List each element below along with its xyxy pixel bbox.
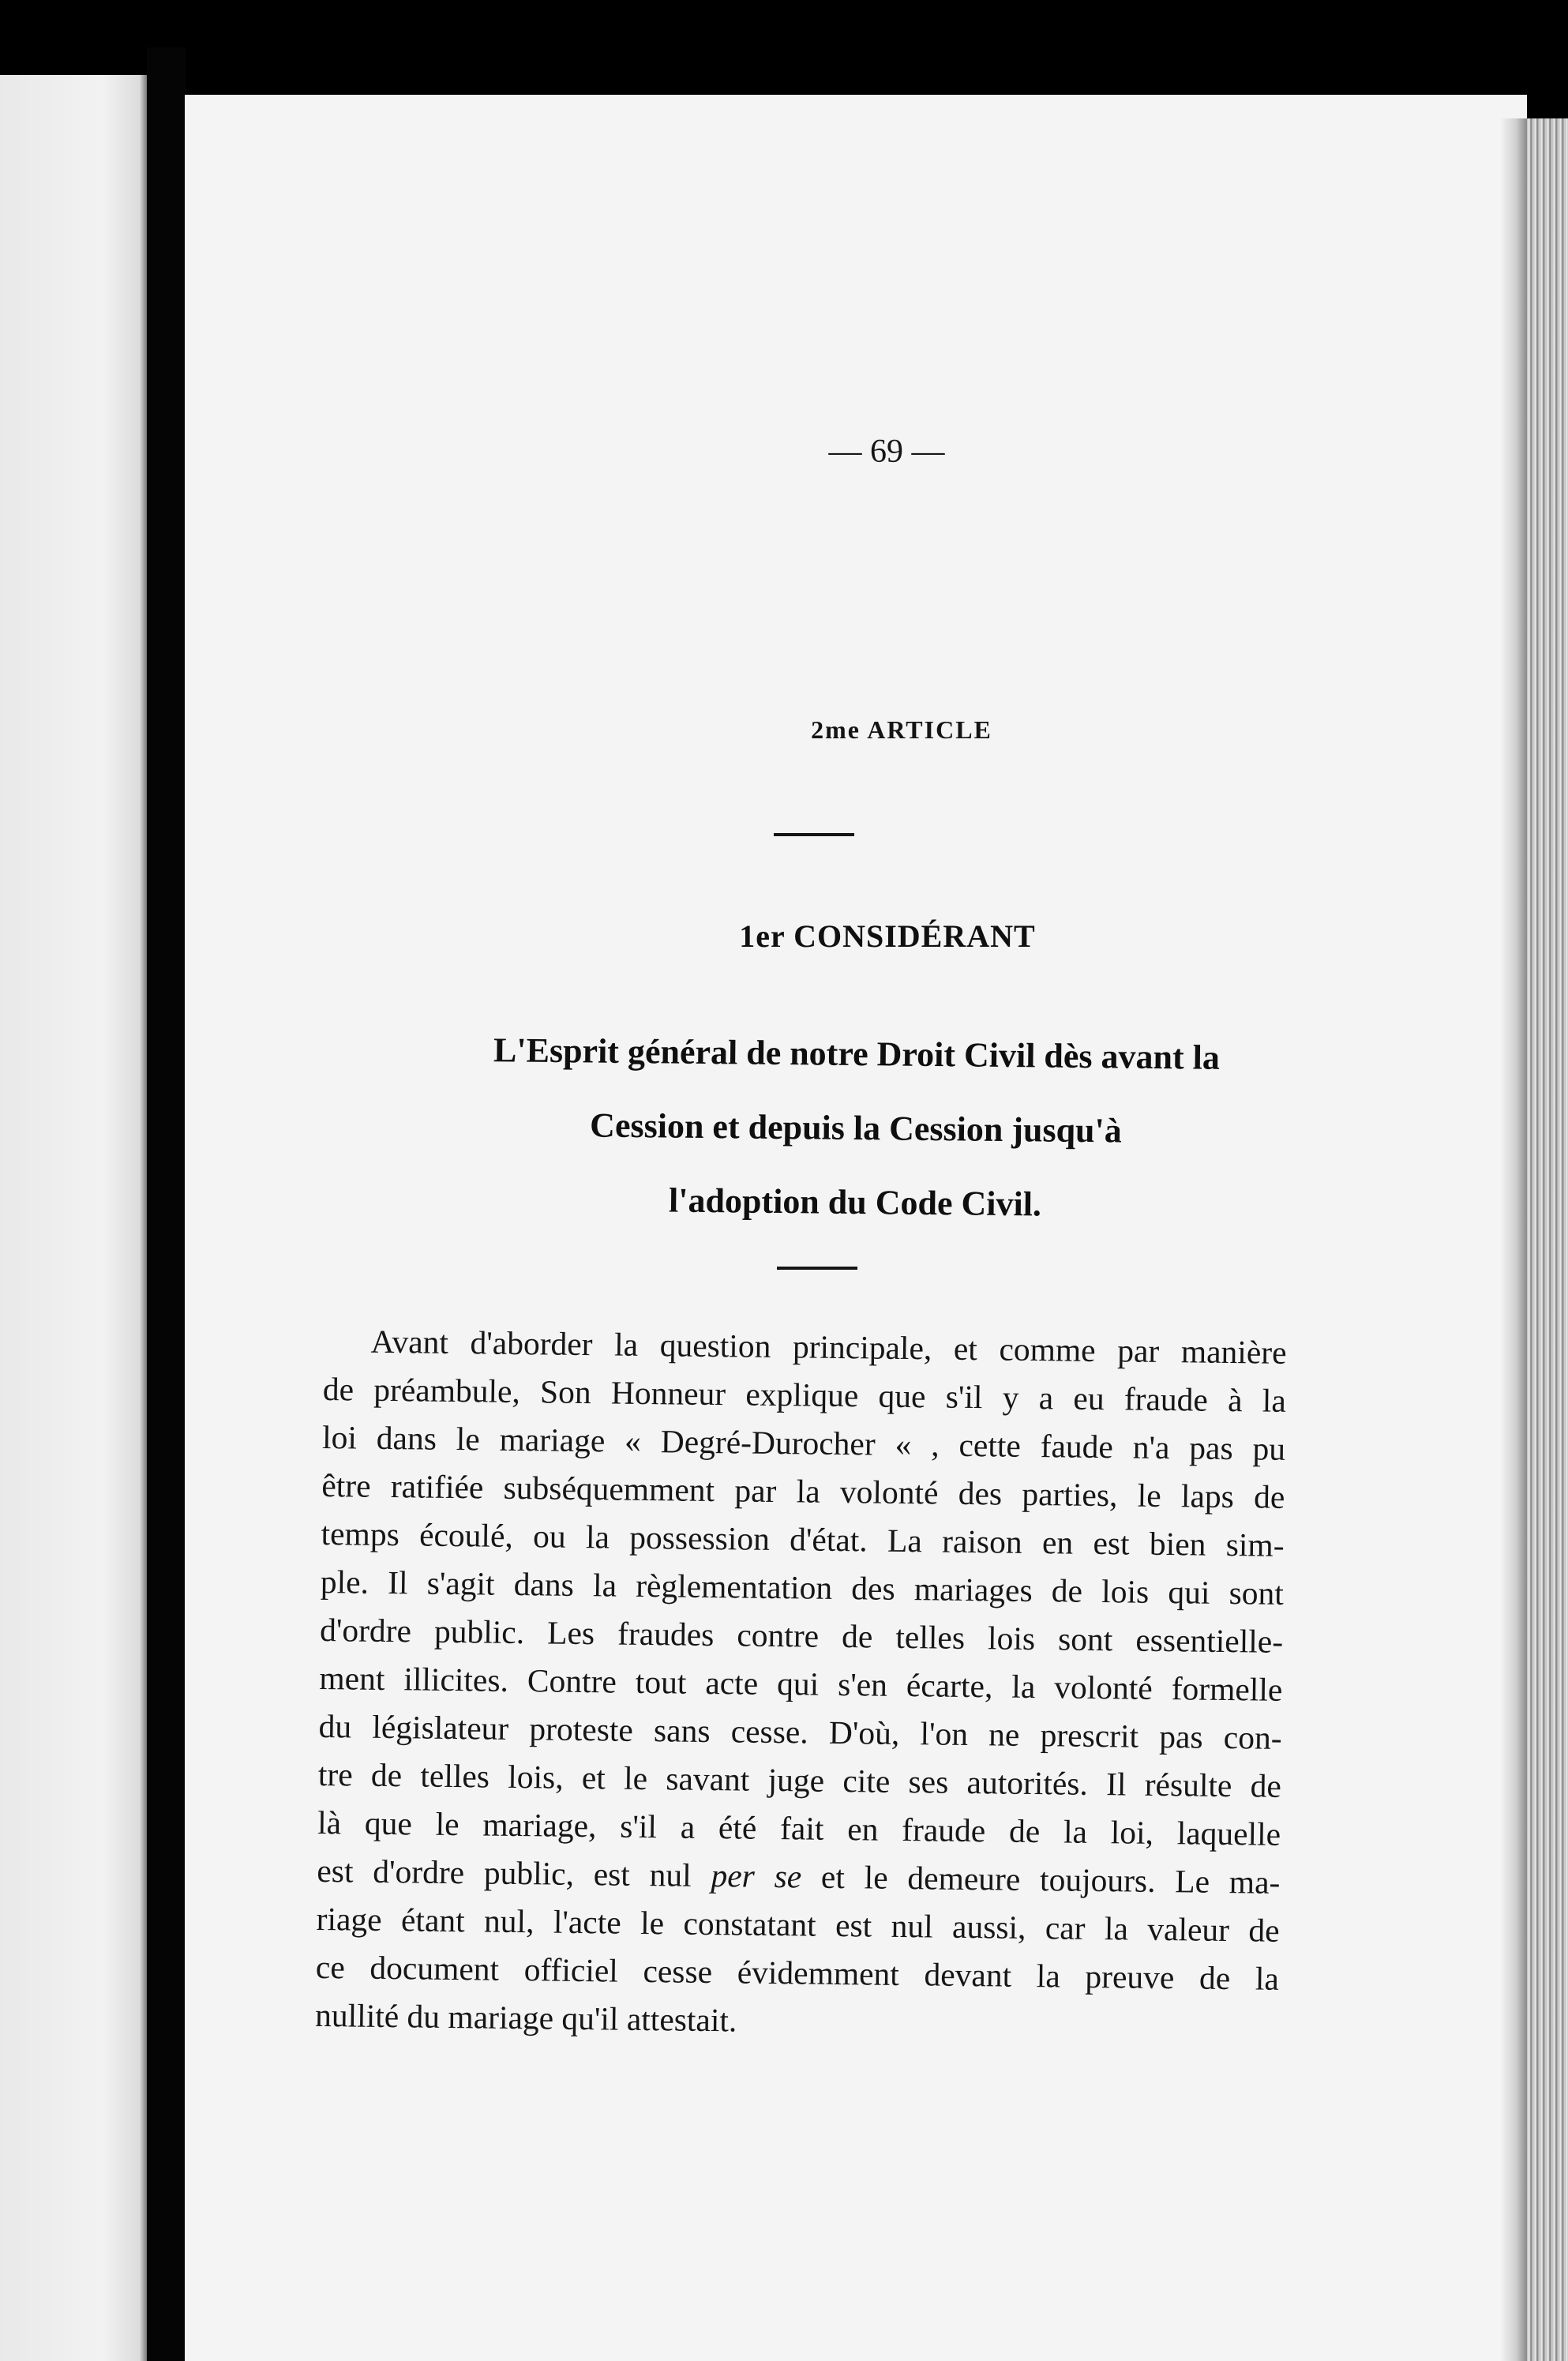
book-spine	[147, 47, 186, 2361]
body-line: temps écoulé, ou la possession d'état. La raison en est bien sim-	[321, 1515, 1285, 1563]
body-line: de préambule, Son Honneur explique que s'il y a eu fraude à la	[322, 1370, 1287, 1419]
body-line-text: et le demeure toujours. Le ma-	[820, 1858, 1281, 1901]
section-title-line: Cession et depuis la Cession jusqu'à	[589, 1105, 1123, 1150]
divider-rule	[777, 1267, 857, 1270]
page-number: — 69 —	[828, 434, 945, 470]
page-edge-shadow	[1500, 118, 1527, 2361]
section-title-line: L'Esprit général de notre Droit Civil dès avant la	[493, 1030, 1221, 1077]
right-page-edges	[1527, 118, 1568, 2361]
italic-phrase: per se	[711, 1857, 802, 1895]
body-line: ment illicites. Contre tout acte qui s'en écarte, la volonté formelle	[319, 1659, 1283, 1708]
divider-rule	[774, 833, 854, 836]
article-heading: 2me ARTICLE	[811, 715, 992, 744]
document-page	[185, 95, 1527, 2361]
section-title-line: l'adoption du Code Civil.	[668, 1180, 1042, 1224]
body-line: Avant d'aborder la question principale, et comme par manière	[370, 1323, 1287, 1371]
body-line: d'ordre public. Les fraudes contre de telles lois sont essentielle-	[319, 1611, 1284, 1660]
body-paragraph	[315, 1317, 1287, 2051]
body-line: là que le mariage, s'il a été fait en fraude de la loi, laquelle	[317, 1804, 1281, 1852]
body-line: riage étant nul, l'acte le constatant est nul aussi, car la valeur de	[316, 1900, 1280, 1949]
left-page-edge	[0, 75, 147, 2361]
body-line: nullité du mariage qu'il attestait.	[314, 1996, 737, 2039]
body-line: ce document officiel cesse évidemment devant la preuve de la	[315, 1948, 1280, 1997]
section-title	[334, 1012, 1379, 1245]
body-line: être ratifiée subséquemment par la volonté des parties, le laps de	[321, 1466, 1285, 1515]
body-line-text: est d'ordre public, est nul	[317, 1852, 692, 1894]
body-line: loi dans le mariage « Degré-Durocher « , cette faude n'a pas pu	[321, 1418, 1286, 1467]
body-line: ple. Il s'agit dans la règlementation des mariages de lois qui sont	[320, 1563, 1285, 1612]
body-line: du législateur proteste sans cesse. D'où, l'on ne prescrit pas con-	[318, 1707, 1282, 1756]
body-line: tre de telles lois, et le savant juge cite ses autorités. Il résulte de	[317, 1755, 1282, 1804]
considerant-heading: 1er CONSIDÉRANT	[739, 918, 1036, 954]
